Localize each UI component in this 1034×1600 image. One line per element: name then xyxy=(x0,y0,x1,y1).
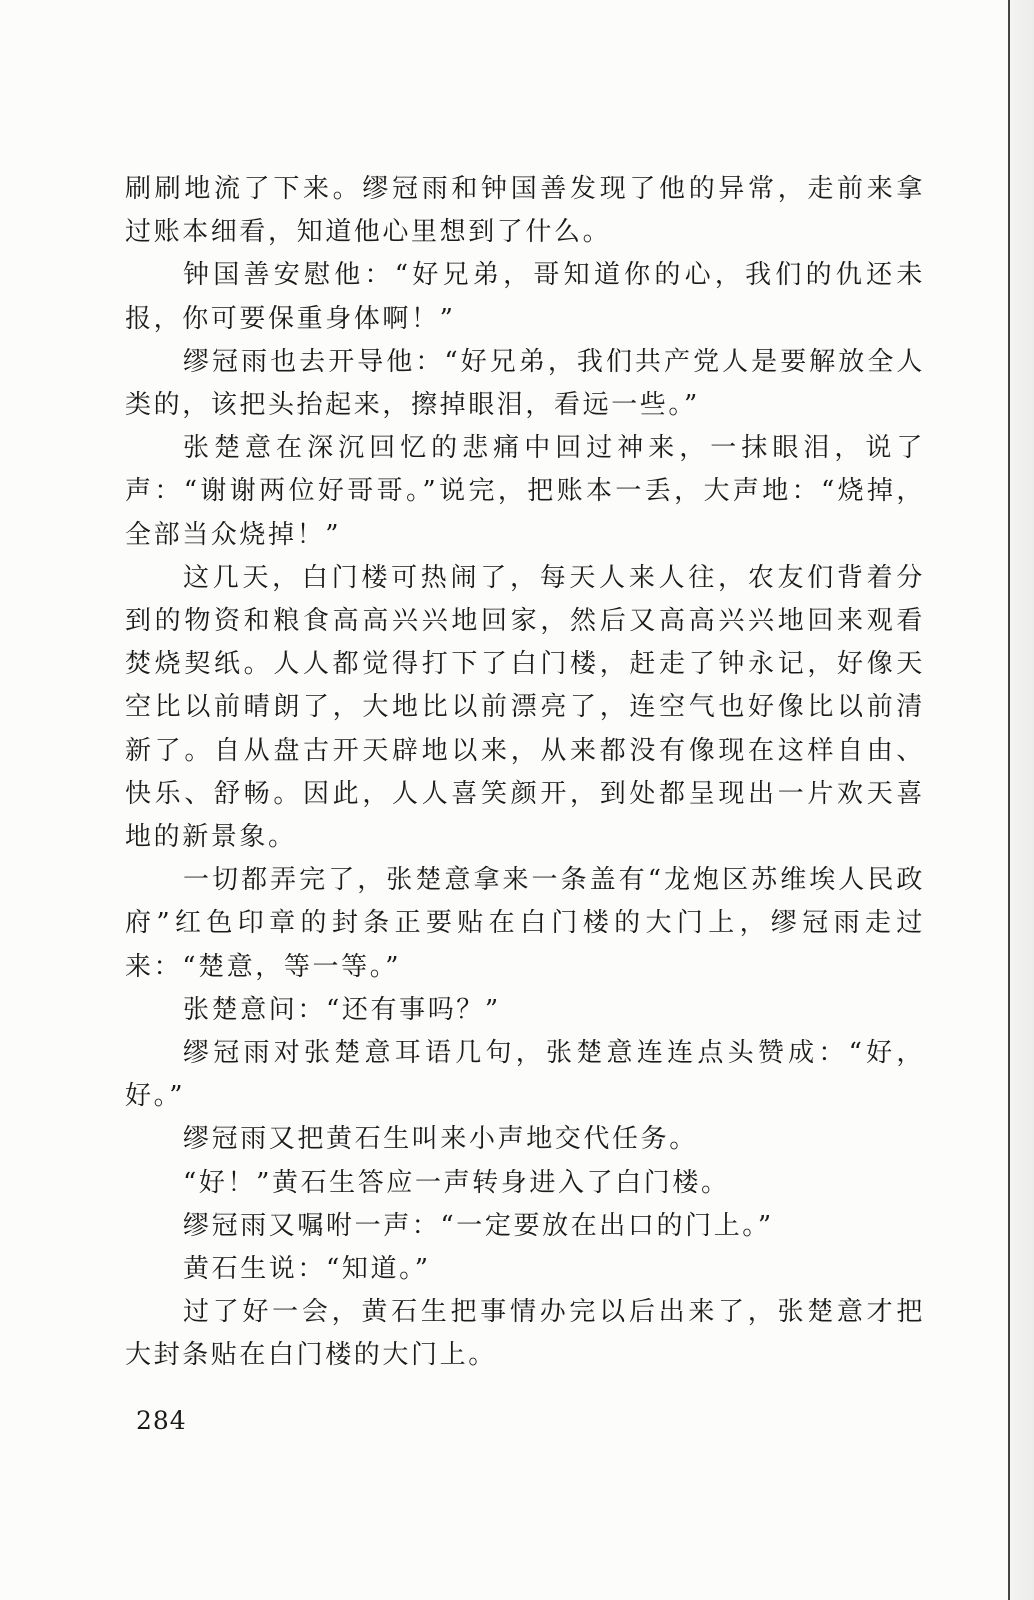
paragraph-8: 缪冠雨对张楚意耳语几句，张楚意连连点头赞成：“好，好。” xyxy=(125,1038,925,1112)
body-text xyxy=(125,168,925,1378)
paragraph-7: 张楚意问：“还有事吗？” xyxy=(183,994,501,1025)
paragraph-1: 刷刷地流了下来。缪冠雨和钟国善发现了他的异常，走前来拿过账本细看，知道他心里想到了什么。 xyxy=(125,174,925,248)
paragraph-12: 黄石生说：“知道。” xyxy=(183,1254,431,1285)
paragraph-11: 缪冠雨又嘱咐一声：“一定要放在出口的门上。” xyxy=(183,1210,774,1241)
paragraph-10: “好！”黄石生答应一声转身进入了白门楼。 xyxy=(183,1167,730,1198)
paragraph-6: 一切都弄完了，张楚意拿来一条盖有“龙炮区苏维埃人民政府”红色印章的封条正要贴在白门楼的大门上，缪冠雨走过来：“楚意，等一等。” xyxy=(125,865,925,982)
paragraph-13: 过了好一会，黄石生把事情办完以后出来了，张楚意才把大封条贴在白门楼的大门上。 xyxy=(125,1297,925,1371)
paragraph-3: 缪冠雨也去开导他：“好兄弟，我们共产党人是要解放全人类的，该把头抬起来，擦掉眼泪，看远一些。” xyxy=(125,346,925,421)
paragraph-2: 钟国善安慰他：“好兄弟，哥知道你的心，我们的仇还未报，你可要保重身体啊！” xyxy=(125,260,925,334)
paragraph-5: 这几天，白门楼可热闹了，每天人来人往，农友们背着分到的物资和粮食高高兴兴地回家，然后又高高兴兴地回来观看焚烧契纸。人人都觉得打下了白门楼，赶走了钟永记，好像天空比以前晴朗了，大地比以前漂亮了，连空气也好像比以前清新了。自从盘古开天辟地以来，从来都没有像现在这样自由、快乐、舒畅。因此，人人喜笑颜开，到处都呈现出一片欢天喜地的新景象。 xyxy=(125,562,925,853)
paragraph-4: 张楚意在深沉回忆的悲痛中回过神来，一抹眼泪，说了声：“谢谢两位好哥哥。”说完，把账本一丢，大声地：“烧掉，全部当众烧掉！” xyxy=(125,433,925,550)
page-number: 284 xyxy=(136,1406,187,1435)
page-edge xyxy=(1008,0,1034,1600)
paragraph-9: 缪冠雨又把黄石生叫来小声地交代任务。 xyxy=(183,1124,698,1155)
